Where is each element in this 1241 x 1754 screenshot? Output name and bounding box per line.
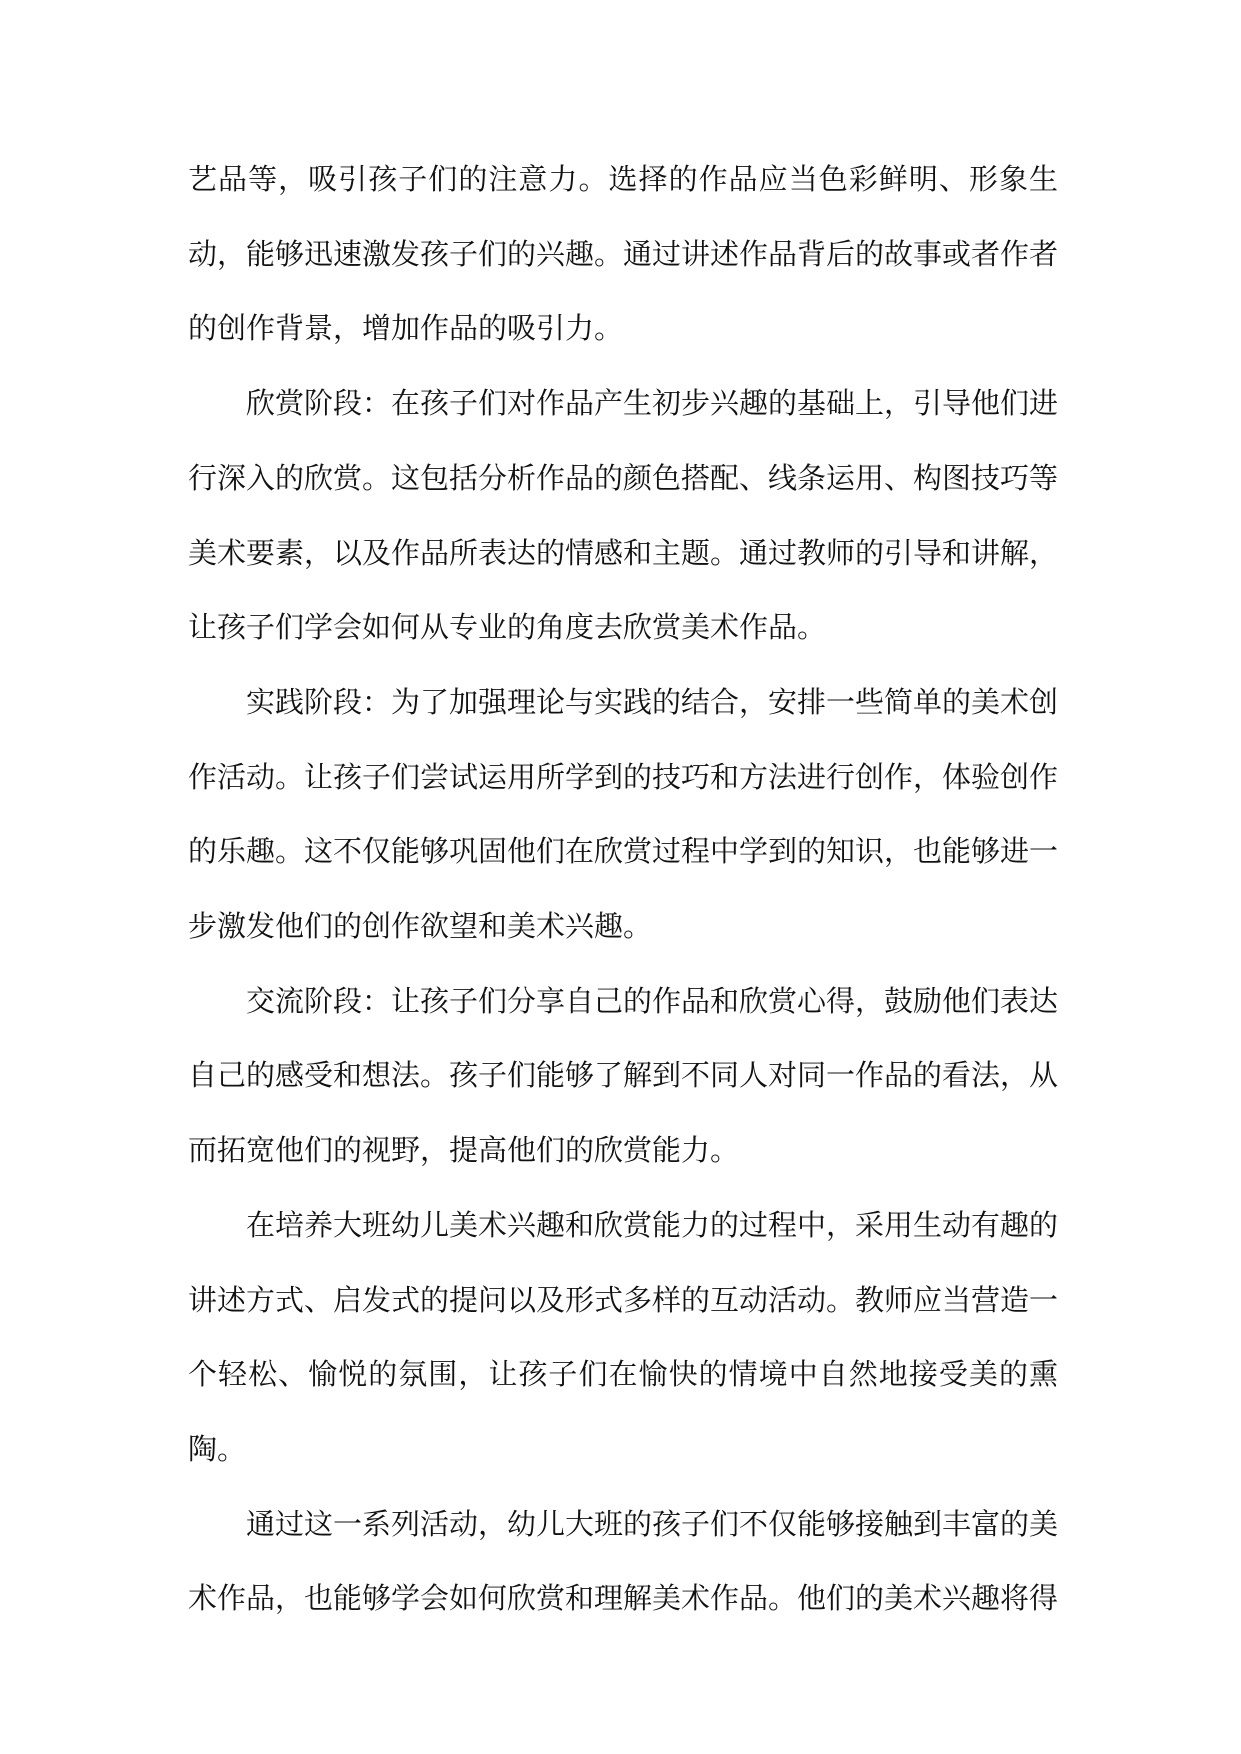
paragraph-communication-stage: 交流阶段：让孩子们分享自己的作品和欣赏心得，鼓励他们表达自己的感受和想法。孩子们能够了解到不同人对同一作品的看法，从而拓宽他们的视野，提高他们的欣赏能力。 (188, 983, 1059, 1168)
body-text (188, 142, 1058, 1636)
paragraph-practice-stage: 实践阶段：为了加强理论与实践的结合，安排一些简单的美术创作活动。让孩子们尝试运用所学到的技巧和方法进行创作，体验创作的乐趣。这不仅能够巩固他们在欣赏过程中学到的知识，也能够进一步激发他们的创作欲望和美术兴趣。 (188, 684, 1059, 944)
paragraph-appreciation-stage: 欣赏阶段：在孩子们对作品产生初步兴趣的基础上，引导他们进行深入的欣赏。这包括分析作品的颜色搭配、线条运用、构图技巧等美术要素，以及作品所表达的情感和主题。通过教师的引导和讲解，让孩子们学会如何从专业的角度去欣赏美术作品。 (188, 386, 1059, 645)
paragraph-continuation: 艺品等，吸引孩子们的注意力。选择的作品应当色彩鲜明、形象生动，能够迅速激发孩子们的兴趣。通过讲述作品背后的故事或者作者的创作背景，增加作品的吸引力。 (188, 162, 1059, 346)
paragraph-conclusion: 通过这一系列活动，幼儿大班的孩子们不仅能够接触到丰富的美术作品，也能够学会如何欣赏和理解美术作品。他们的美术兴趣将得 (188, 1506, 1059, 1616)
paragraph-methods: 在培养大班幼儿美术兴趣和欣赏能力的过程中，采用生动有趣的讲述方式、启发式的提问以及形式多样的互动活动。教师应当营造一个轻松、愉悦的氛围，让孩子们在愉快的情境中自然地接受美的熏陶。 (188, 1207, 1059, 1466)
